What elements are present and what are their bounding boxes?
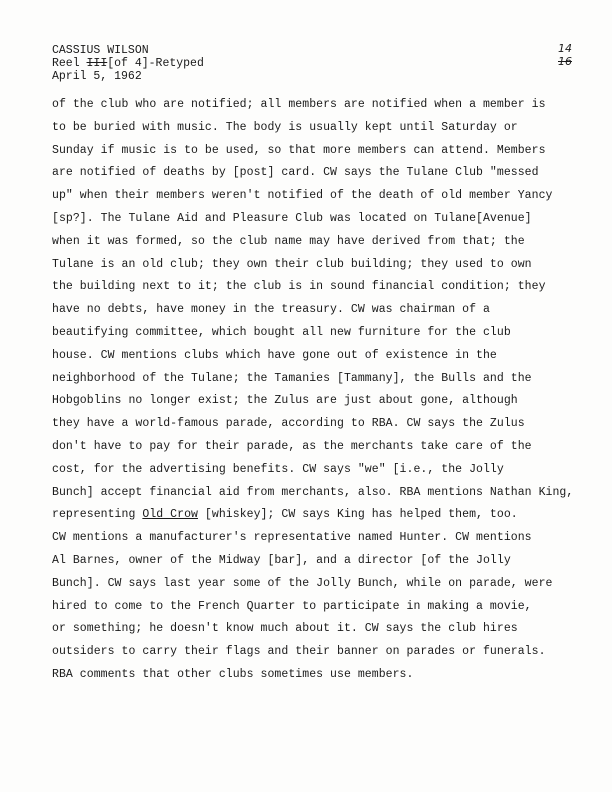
document-header — [52, 44, 204, 83]
text-line: house. CW mentions clubs which have gone out of existence in the — [52, 348, 497, 362]
text-line: are notified of deaths by [post] card. CW says the Tulane Club "messed — [52, 166, 539, 180]
text-line: to be buried with music. The body is usually kept until Saturday or — [52, 120, 518, 134]
interviewee-name: CASSIUS WILSON — [52, 44, 149, 57]
text-line: [sp?]. The Tulane Aid and Pleasure Club was located on Tulane[Avenue] — [52, 211, 532, 225]
text-line: don't have to pay for their parade, as the merchants take care of the — [52, 439, 532, 453]
text-line: RBA comments that other clubs sometimes use members. — [52, 667, 414, 681]
text-line: Tulane is an old club; they own their club building; they used to own — [52, 257, 532, 271]
page-number-current: 14 — [558, 42, 572, 55]
reel-info — [52, 57, 204, 70]
text-line: the building next to it; the club is in sound financial condition; they — [52, 280, 546, 294]
text-line: Al Barnes, owner of the Midway [bar], and a director [of the Jolly — [52, 553, 511, 567]
reel-suffix: [of 4]-Retyped — [107, 57, 204, 70]
page-number-struck: 16 — [558, 55, 572, 68]
text-line: or something; he doesn't know much about it. CW says the club hires — [52, 622, 518, 636]
reel-prefix: Reel — [52, 57, 87, 70]
text-line: Bunch]. CW says last year some of the Jolly Bunch, while on parade, were — [52, 576, 553, 590]
text-line: Hobgoblins no longer exist; the Zulus are just about gone, although — [52, 394, 518, 408]
text-line: of the club who are notified; all members are notified when a member is — [52, 98, 546, 111]
underlined-brand: Old Crow — [142, 508, 198, 522]
text-line: have no debts, have money in the treasury. CW was chairman of a — [52, 303, 490, 317]
interview-date: April 5, 1962 — [52, 70, 142, 83]
text-line: up" when their members weren't notified of the death of old member Yancy — [52, 189, 553, 203]
text-line-with-underline — [52, 504, 572, 527]
text-line: Bunch] accept financial aid from merchants, also. RBA mentions Nathan King, — [52, 485, 574, 499]
reel-struck-number: III — [86, 57, 108, 70]
text-line: outsiders to carry their flags and their banner on parades or funerals. — [52, 645, 546, 659]
page-number — [558, 42, 572, 68]
line-segment: [whiskey]; CW says King has helped them, too. — [197, 508, 518, 522]
text-line: they have a world-famous parade, according to RBA. CW says the Zulus — [52, 417, 525, 431]
text-line: Sunday if music is to be used, so that more members can attend. Members — [52, 143, 546, 157]
text-line: beautifying committee, which bought all new furniture for the club — [52, 325, 511, 339]
line-segment: representing — [52, 508, 143, 522]
text-line: CW mentions a manufacturer's representative named Hunter. CW mentions — [52, 531, 532, 545]
text-line: cost, for the advertising benefits. CW says "we" [i.e., the Jolly — [52, 462, 504, 476]
text-line: neighborhood of the Tulane; the Tamanies [Tammany], the Bulls and the — [52, 371, 532, 385]
transcript-body — [52, 94, 572, 687]
text-line: when it was formed, so the club name may have derived from that; the — [52, 234, 525, 248]
text-line: hired to come to the French Quarter to participate in making a movie, — [52, 599, 532, 613]
